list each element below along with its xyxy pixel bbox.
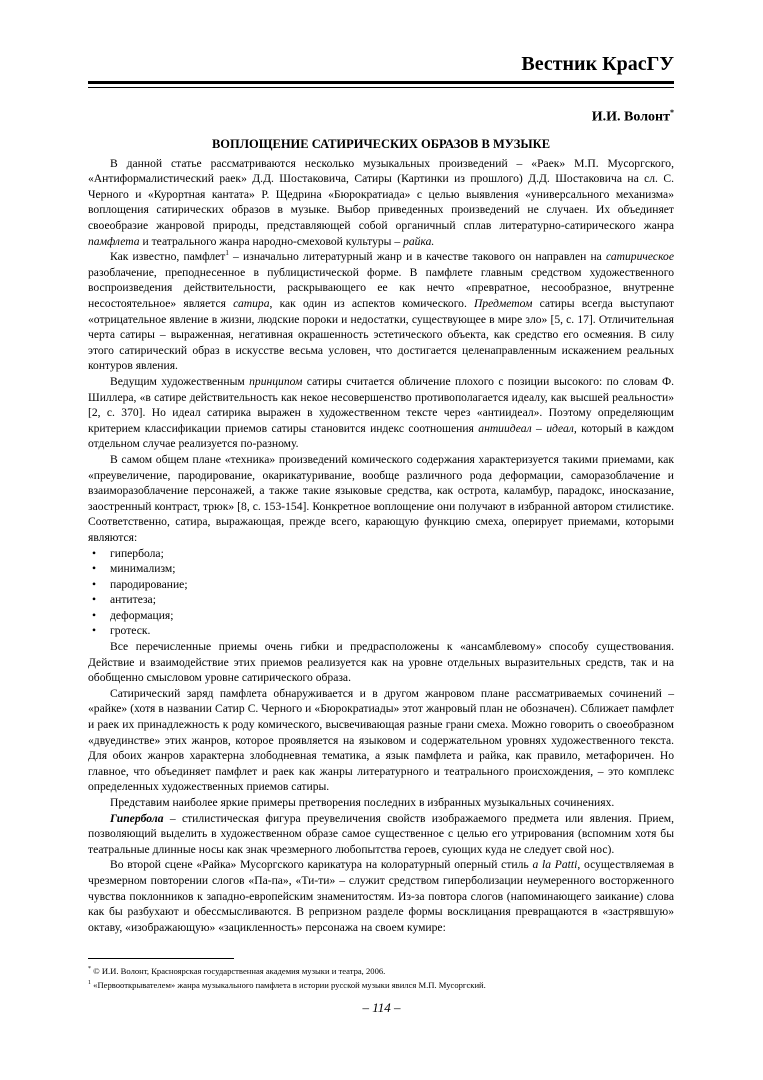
footnote-item: $^1$ «Первооткрывателем» жанра музыкального памфлета в истории русской музыки явился М.П. Мусоргский. [88,979,486,990]
footnote-separator [88,958,234,959]
paragraph: В данной статье рассматриваются несколько музыкальных произведений – «Раек» М.П. Мусоргского, «Антиформалистический раек» Д.Д. Шостаковича, Сатиры (Картинки из прошлого) Д.Д. Шостаковича на сл. С. Черного и «Курортная кантата» Р. Щедрина «Бюрократиада» с целью выявления «универсального механизма» воплощения сатирических образов в музыке. Выбор приведенных произведений не случаен. Их объединяет своеобразие жанровой природы, представляющей собой органичный сплав литературно-сатирического жанра памфлета и театрального жанра народно-смеховой культуры – райка. [88,156,674,248]
paragraph: Сатирический заряд памфлета обнаруживается и в другом жанровом плане рассматриваемых сочинений – «райке» (хотя в названии Сатир С. Черного и «Бюрократиады» этот жанровый план не обозначен). Сближает памфлет и раек их принадлежность к роду комического, высвечивающая разные грани смеха. Можно говорить о своеобразном «двуединстве» этих жанров, которое проявляется на языковом и содержательном уровнях художественного текста. Для обоих жанров характерна злободневная тематика, а язык памфлета и райка, как правило, метафоричен. Но главное, что объединяет памфлет и раек как жанры литературного и театрального происхождения, – это комплекс определенных художественных приемов сатиры. [88,686,674,794]
paragraph: Гипербола – стилистическая фигура преувеличения свойств изображаемого предмета или явления. Прием, позволяющий выделить в художественном образе самое существенное с целью его утрирования (вспомним хотя бы театральные длинные носы как знак чрезмерного любопытства героев, сующих куда не следует свой нос). [88,811,674,856]
list-item: • антитеза; [88,592,674,608]
footnote-ref[interactable]: 1 [225,249,229,258]
list-item: • гротеск. [88,623,674,639]
author-name: И.И. Волонт [591,109,670,125]
paragraph: Все перечисленные приемы очень гибки и предрасположены к «ансамблевому» способу существования. Действие и взаимодействие этих приемов реализуется как на уровне отдельных выразительных средств, так и на обобщенно смысловом уровне сатирического образа. [88,640,674,685]
list-item: • минимализм; [88,561,674,577]
satire-devices-list [88,546,674,640]
paragraph: Во второй сцене «Райка» Мусоргского карикатура на колоратурный оперный стиль a la Patti, осуществляемая в чрезмерном повторении слогов «Па-па», «Ти-ти» – служит средством гиперболизации неумеренного восторженного чувства поклонников к западно-европейским знаменитостям. Из-за повтора слогов (напоминающего заикание) слова как бы разбухают и обессмысливаются. В репризном разделе формы восклицания превращаются в «застрявшую» октаву, «изображающую» «зацикленность» персонажа на своем кумире: [88,858,674,934]
list-item: • пародирование; [88,577,674,593]
footnotes [88,963,674,991]
term-hyperbole: Гипербола [110,811,164,825]
page-number: – 114 – [362,1000,401,1015]
list-item: • гипербола; [88,546,674,562]
paragraph: Как известно, памфлет$^1$ – изначально литературный жанр и в качестве такового он направлен на сатирическое разоблачение, преподнесенное в публицистической форме. В памфлете главным средством художественного воспроизведения действительности, раскрывающего ее как нечто «превратное, несообразное, внутренне несостоятельное» является сатира, как один из аспектов комического. Предметом сатиры всегда выступают «отрицательное явление в жизни, людские пороки и недостатки, существующее в мире зло» [5, с. 17]. Отличительная черта сатиры – выраженная, негативная окрашенность эстетического объекта, как средство его осмеяния. В силу этого сатирический образ в искусстве весьма условен, что достигается целенаправленным искажением реальных контуров явления. [88,249,674,373]
article-page [88,50,674,935]
journal-title: Вестник КрасГУ [88,50,674,84]
list-item: • деформация; [88,608,674,624]
footnote-item: * © И.И. Волонт, Красноярская государственная академия музыки и театра, 2006. [88,965,386,976]
author-line [88,104,674,127]
paragraph: В самом общем плане «техника» произведений комического содержания характеризуется такими приемами, как «преувеличение, пародирование, окарикатуривание, вообще различного рода деформации, саморазоблачение и взаиморазоблачение персонажей, а также такие языковые средства, как острота, каламбур, парадокс, иносказание, заостренный контраст, трюк» [8, с. 153-154]. Конкретное воплощение они получают в избранной автором стилистике. Соответственно, сатира, выражающая, прежде всего, карающую функцию смеха, оперирует приемами, которыми являются: [88,452,674,544]
author-footnote-mark[interactable]: * [670,108,674,117]
paragraph: Представим наиболее яркие примеры претворения последних в избранных музыкальных сочинениях. [110,796,615,809]
article-title: ВОПЛОЩЕНИЕ САТИРИЧЕСКИХ ОБРАЗОВ В МУЗЫКЕ [211,136,551,151]
article-body [88,156,674,936]
paragraph: Ведущим художественным принципом сатиры считается обличение плохого с позиции высокого: по словам Ф. Шиллера, «в сатире действительность как некое несовершенство противополагается идеалу, как высшей реальности» [2, с. 370]. Но идеал сатирика выражен в художественном тексте через «антиидеал». Поэтому определяющим критерием классификации приемов сатиры становится индекс соотношения антиидеал – идеал, который в каждом отдельном случае реализуется по-разному. [88,374,674,451]
